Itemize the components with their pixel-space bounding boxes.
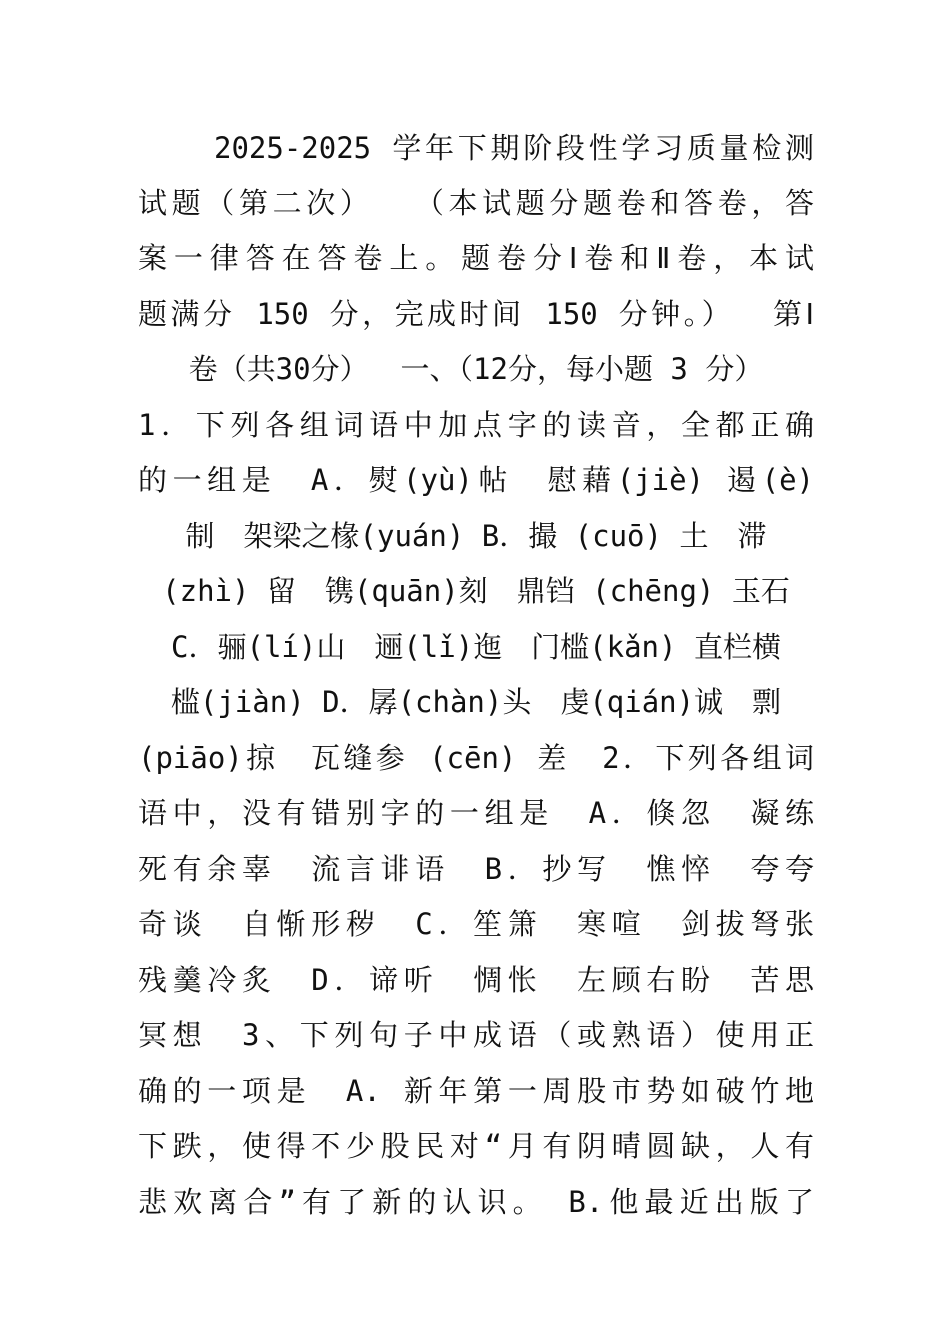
doc-line: 悲欢离合”有了新的认识。 B.他最近出版了 [138, 1185, 814, 1219]
doc-line: 语中，没有错别字的一组是 A．倏忽 凝练 [138, 796, 814, 830]
doc-line: 卷（共30分） 一、（12分，每小题 3 分） [188, 352, 764, 386]
doc-line: (zhì) 留 镌(quān)刻 鼎铛 (chēng) 玉石 [162, 574, 790, 608]
doc-line: 残羹冷炙 D．谛听 惆怅 左顾右盼 苦思 [138, 963, 814, 997]
doc-line: 试题（第二次） （本试题分题卷和答卷，答 [138, 186, 814, 220]
doc-line: C．骊(lí)山 逦(lǐ)迤 门槛(kǎn) 直栏横 [171, 630, 781, 664]
doc-line: 确的一项是 A. 新年第一周股市势如破竹地 [138, 1074, 814, 1108]
doc-line: (piāo)掠 瓦缝参 (cēn) 差 2．下列各组词 [138, 741, 814, 775]
doc-line-title: 2025-2025 学年下期阶段性学习质量检测 [214, 131, 814, 165]
doc-line: 冥想 3、下列句子中成语（或熟语）使用正 [138, 1018, 814, 1052]
doc-line: 的一组是 A．熨(yù)帖 慰藉(jiè) 遏(è) [138, 463, 814, 497]
doc-line: 奇谈 自惭形秽 C．笙箫 寒喧 剑拔弩张 [138, 907, 814, 941]
doc-line: 题满分 150 分，完成时间 150 分钟。） 第Ⅰ [138, 297, 814, 331]
doc-line: 下跌，使得不少股民对“月有阴晴圆缺，人有 [138, 1129, 814, 1163]
doc-line: 制 架梁之椽(yuán) B．撮 (cuō) 土 滞 [185, 519, 767, 553]
doc-line: 1．下列各组词语中加点字的读音，全都正确 [138, 408, 814, 442]
doc-line: 槛(jiàn) D．孱(chàn)头 虔(qián)诚 剽 [170, 685, 782, 719]
doc-line: 案一律答在答卷上。题卷分Ⅰ卷和Ⅱ卷，本试 [138, 241, 814, 275]
doc-line: 死有余辜 流言诽语 B．抄写 憔悴 夸夸 [138, 852, 814, 886]
